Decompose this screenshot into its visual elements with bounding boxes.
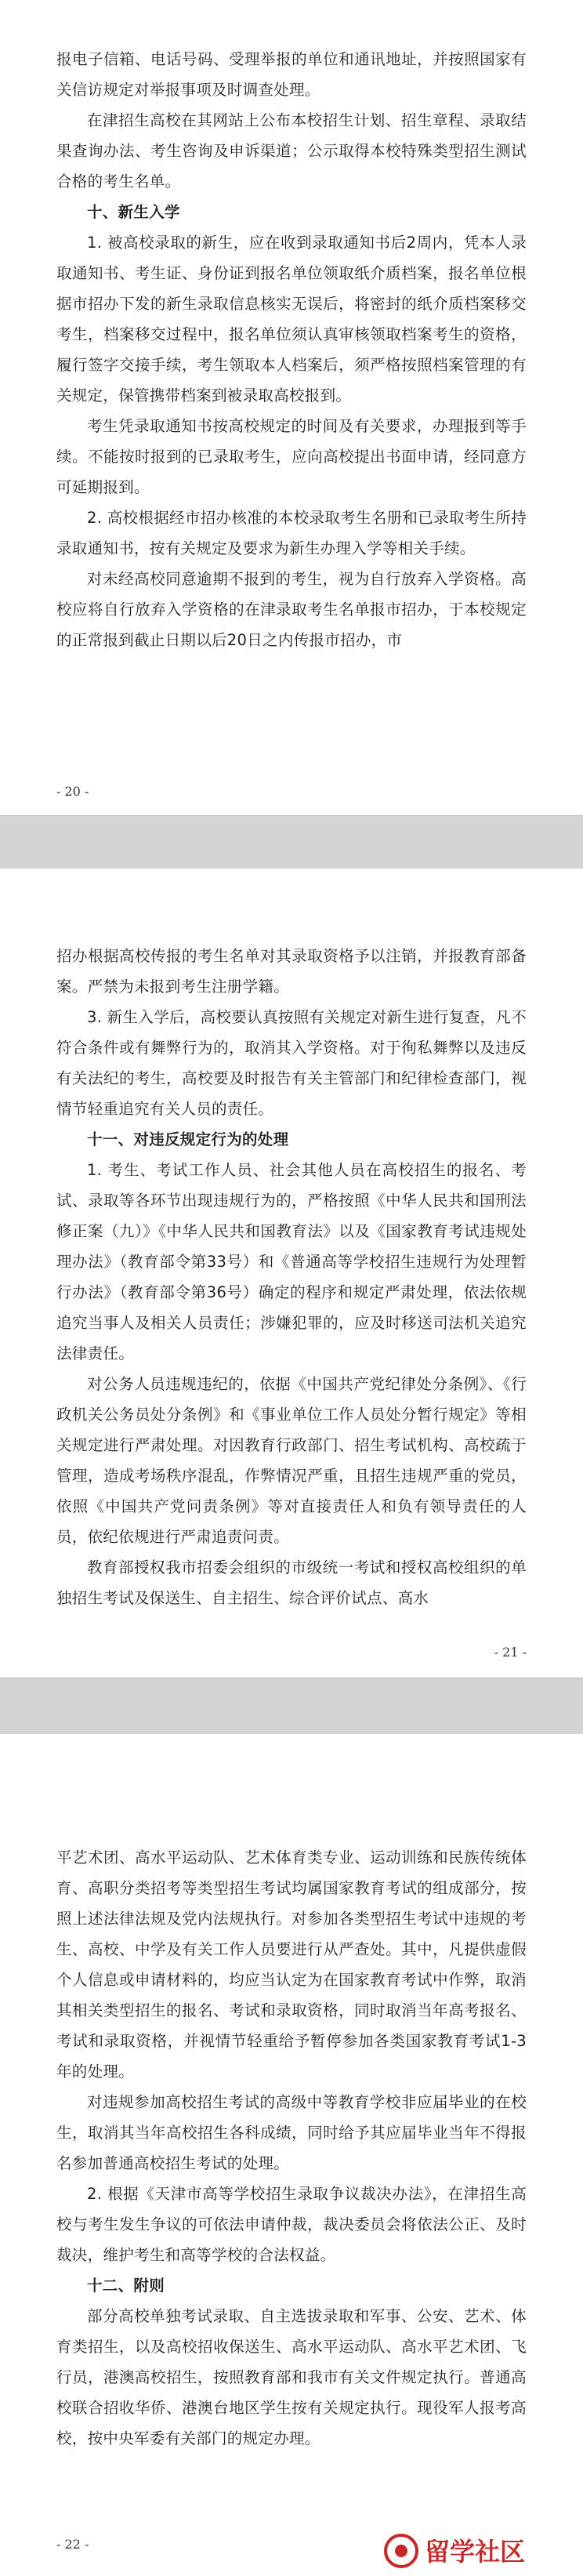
page-body	[56, 44, 527, 655]
paragraph: 2. 高校根据经市招办核准的本校录取考生名册和已录取考生所持录取通知书，按有关规定及要求为新生办理入学等相关手续。	[56, 509, 527, 557]
paragraph: 教育部授权我市招委会组织的市级统一考试和授权高校组织的单独招生考试及保送生、自主招生、综合评价试点、高水	[56, 1558, 527, 1607]
paragraph: 招办根据高校传报的考生名单对其录取资格予以注销，并报教育部备案。严禁为未报到考生注册学籍。	[56, 947, 527, 996]
document-page-22	[0, 1734, 583, 2576]
document-page-20	[0, 0, 583, 815]
document-page-21	[0, 869, 583, 1678]
page-number: - 21 -	[494, 1645, 527, 1660]
site-watermark-logo	[381, 2531, 577, 2571]
watermark-text: 留学社区	[425, 2537, 526, 2567]
page-body	[56, 941, 527, 1613]
paragraph: 3. 新生入学后，高校要认真按照有关规定对新生进行复查，凡不符合条件或有舞弊行为的，取消其入学资格。对于徇私舞弊以及违反有关法纪的考生，高校要及时报告有关主管部门和纪律检查部门，视情节轻重追究有关人员的责任。	[56, 1008, 527, 1118]
page-separator	[0, 815, 583, 870]
paragraph: 部分高校单独考试录取、自主选拔录取和军事、公安、艺术、体育类招生，以及高校招收保送生、高水平运动队、高水平艺术团、飞行员，港澳高校招生，按照教育部和我市有关文件规定执行。普通高校联合招收华侨、港澳台地区学生按有关规定执行。现役军人报考高校，按中央军委有关部门的规定办理。	[56, 2307, 527, 2447]
section-heading: 十、新生入学	[87, 203, 180, 221]
paragraph: 平艺术团、高水平运动队、艺术体育类专业、运动训练和民族传统体育、高职分类招考等类型招生考试均属国家教育考试的组成部分，按照上述法律法规及党内法规执行。对参加各类型招生考试中违规的考生、高校、中学及有关工作人员要进行从严查处。其中，凡提供虚假个人信息或申请材料的，均应当认定为在国家教育考试中作弊，取消其相关类型招生的报名、考试和录取资格，同时取消当年高考报名、考试和录取资格，并视情节轻重给予暂停参加各类国家教育考试1-3年的处理。	[56, 1849, 527, 2081]
paragraph: 1. 被高校录取的新生，应在收到录取通知书后2周内，凭本人录取通知书、考生证、身份证到报名单位领取纸介质档案，报名单位根据市招办下发的新生录取信息核实无误后，将密封的纸介质档案移交考生，档案移交过程中，报名单位须认真审核领取档案考生的资格，履行签字交接手续，考生领取本人档案后，须严格按照档案管理的有关规定，保管携带档案到被录取高校报到。	[56, 234, 527, 405]
section-heading: 十二、附则	[87, 2277, 165, 2295]
paragraph: 2. 根据《天津市高等学校招生录取争议裁决办法》，在津招生高校与考生发生争议的可依法申请仲裁，裁决委员会将依法公正、及时裁决，维护考生和高等学校的合法权益。	[56, 2185, 527, 2264]
paragraph: 报电子信箱、电话号码、受理举报的单位和通讯地址，并按照国家有关信访规定对举报事项及时调查处理。	[56, 50, 527, 99]
paragraph: 对违规参加高校招生考试的高级中等教育学校非应届毕业的在校生，取消其当年高校招生各科成绩，同时给予其应届毕业当年不得报名参加普通高校招生考试的处理。	[56, 2093, 527, 2172]
paragraph: 1. 考生、考试工作人员、社会其他人员在高校招生的报名、考试、录取等各环节出现违规行为的，严格按照《中华人民共和国刑法修正案（九）》《中华人民共和国教育法》以及《国家教育考试违规处理办法》（教育部令第33号）和《普通高等学校招生违规行为处理暂行办法》（教育部令第36号）确定的程序和规定严肃处理，依法依规追究当事人及相关人员责任；涉嫌犯罪的，应及时移送司法机关追究法律责任。	[56, 1161, 527, 1362]
page-separator	[0, 1678, 583, 1736]
paragraph: 对公务人员违规违纪的，依据《中国共产党纪律处分条例》、《行政机关公务员处分条例》和《事业单位工作人员处分暂行规定》等相关规定进行严肃处理。对因教育行政部门、招生考试机构、高校疏于管理，造成考场秩序混乱，作弊情况严重，且招生违规严重的党员，依照《中国共产党问责条例》等对直接责任人和负有领导责任的人员，依纪依规进行严肃追责问责。	[56, 1375, 527, 1546]
page-body	[56, 1842, 527, 2454]
paragraph: 考生凭录取通知书按高校规定的时间及有关要求，办理报到等手续。不能按时报到的已录取考生，应向高校提出书面申请，经同意方可延期报到。	[56, 417, 527, 496]
paragraph: 对未经高校同意逾期不报到的考生，视为自行放弃入学资格。高校应将自行放弃入学资格的在津录取考生名单报市招办，于本校规定的正常报到截止日期以后20日之内传报市招办，市	[56, 570, 527, 649]
section-heading: 十一、对违反规定行为的处理	[87, 1130, 289, 1148]
page-number: - 20 -	[56, 784, 89, 799]
paragraph: 在津招生高校在其网站上公布本校招生计划、招生章程、录取结果查询办法、考生咨询及申诉渠道；公示取得本校特殊类型招生测试合格的考生名单。	[56, 111, 527, 190]
page-number: - 22 -	[56, 2537, 89, 2552]
